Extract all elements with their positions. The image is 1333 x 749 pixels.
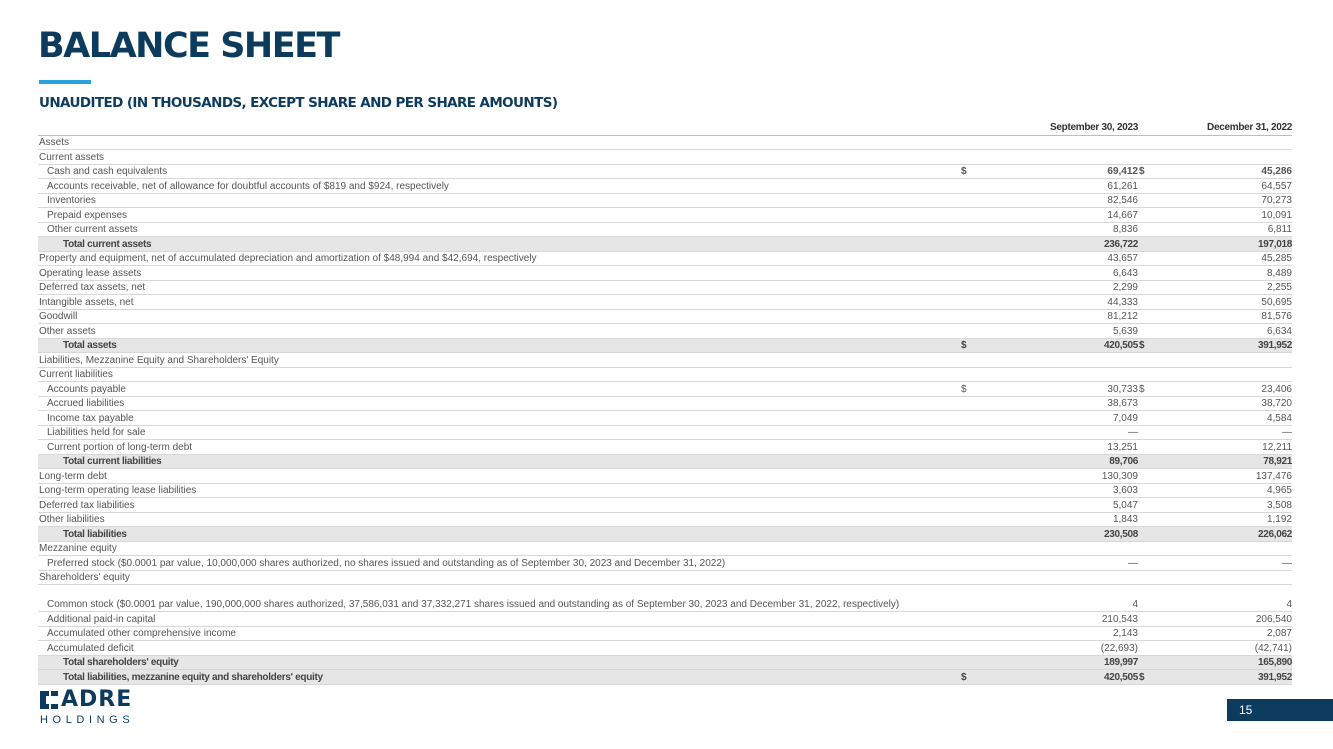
row-label: Operating lease assets xyxy=(38,266,960,281)
table-row xyxy=(38,309,1292,324)
row-label: Accumulated deficit xyxy=(38,641,960,656)
dollar-sign-2023 xyxy=(960,498,1026,513)
value-dec-2022: 45,285 xyxy=(1204,251,1292,266)
dollar-sign-2023 xyxy=(960,135,1026,150)
value-dec-2022: 1,192 xyxy=(1204,512,1292,527)
value-dec-2022: 6,811 xyxy=(1204,222,1292,237)
value-dec-2022: 6,634 xyxy=(1204,324,1292,339)
dollar-sign-2022 xyxy=(1138,324,1204,339)
table-row xyxy=(38,498,1292,513)
column-header-dec-2022: December 31, 2022 xyxy=(1138,120,1292,135)
value-dec-2022: 2,087 xyxy=(1204,626,1292,641)
dollar-sign-2023 xyxy=(960,324,1026,339)
dollar-sign-2023 xyxy=(960,512,1026,527)
value-sep-2023 xyxy=(1026,570,1138,585)
value-sep-2023: 38,673 xyxy=(1026,396,1138,411)
value-sep-2023: 236,722 xyxy=(1026,237,1138,252)
value-dec-2022: 81,576 xyxy=(1204,309,1292,324)
dollar-sign-2022 xyxy=(1138,512,1204,527)
dollar-sign-2022 xyxy=(1138,222,1204,237)
table-row xyxy=(38,150,1292,165)
dollar-sign-2022 xyxy=(1138,425,1204,440)
value-dec-2022: 64,557 xyxy=(1204,179,1292,194)
row-label: Long-term operating lease liabilities xyxy=(38,483,960,498)
value-sep-2023: 4 xyxy=(1026,585,1138,612)
value-sep-2023: 81,212 xyxy=(1026,309,1138,324)
dollar-sign-2023: $ xyxy=(960,670,1026,685)
row-label: Assets xyxy=(38,135,960,150)
dollar-sign-2023 xyxy=(960,367,1026,382)
dollar-sign-2022 xyxy=(1138,150,1204,165)
value-dec-2022: — xyxy=(1204,425,1292,440)
row-label: Intangible assets, net xyxy=(38,295,960,310)
row-label: Current portion of long-term debt xyxy=(38,440,960,455)
value-sep-2023: 14,667 xyxy=(1026,208,1138,223)
row-label: Total shareholders' equity xyxy=(38,655,960,670)
value-dec-2022: — xyxy=(1204,556,1292,571)
table-row xyxy=(38,280,1292,295)
logo-wordmark: ADRE xyxy=(61,687,133,712)
dollar-sign-2023 xyxy=(960,237,1026,252)
row-label: Total current liabilities xyxy=(38,454,960,469)
value-sep-2023 xyxy=(1026,353,1138,368)
cadre-holdings-logo xyxy=(40,689,150,727)
table-row xyxy=(38,208,1292,223)
value-dec-2022: 137,476 xyxy=(1204,469,1292,484)
value-dec-2022: 78,921 xyxy=(1204,454,1292,469)
dollar-sign-2022 xyxy=(1138,454,1204,469)
value-sep-2023: 2,299 xyxy=(1026,280,1138,295)
table-row xyxy=(38,382,1292,397)
table-row xyxy=(38,425,1292,440)
dollar-sign-2023 xyxy=(960,454,1026,469)
row-label: Accounts payable xyxy=(38,382,960,397)
value-sep-2023 xyxy=(1026,135,1138,150)
dollar-sign-2022 xyxy=(1138,570,1204,585)
dollar-sign-2023: $ xyxy=(960,382,1026,397)
dollar-sign-2022 xyxy=(1138,585,1204,612)
dollar-sign-2023 xyxy=(960,295,1026,310)
balance-sheet-body xyxy=(38,135,1292,684)
table-row xyxy=(38,251,1292,266)
dollar-sign-2023: $ xyxy=(960,164,1026,179)
dollar-sign-2022 xyxy=(1138,295,1204,310)
row-label: Current assets xyxy=(38,150,960,165)
total-row xyxy=(38,454,1292,469)
value-sep-2023: 43,657 xyxy=(1026,251,1138,266)
table-row xyxy=(38,440,1292,455)
value-dec-2022: 226,062 xyxy=(1204,527,1292,542)
total-row xyxy=(38,527,1292,542)
value-sep-2023: 61,261 xyxy=(1026,179,1138,194)
value-dec-2022: 4,965 xyxy=(1204,483,1292,498)
value-dec-2022: 45,286 xyxy=(1204,164,1292,179)
row-label: Total liabilities, mezzanine equity and shareholders' equity xyxy=(38,670,960,685)
row-label: Property and equipment, net of accumulated depreciation and amortization of $48,994 and $42,694, respectively xyxy=(38,251,960,266)
row-label: Inventories xyxy=(38,193,960,208)
value-dec-2022: 10,091 xyxy=(1204,208,1292,223)
value-dec-2022 xyxy=(1204,367,1292,382)
dollar-sign-2022 xyxy=(1138,541,1204,556)
dollar-sign-2022 xyxy=(1138,135,1204,150)
row-label: Liabilities, Mezzanine Equity and Shareholders' Equity xyxy=(38,353,960,368)
value-dec-2022: 8,489 xyxy=(1204,266,1292,281)
dollar-sign-2022 xyxy=(1138,367,1204,382)
value-sep-2023: — xyxy=(1026,556,1138,571)
value-sep-2023: 89,706 xyxy=(1026,454,1138,469)
row-label: Goodwill xyxy=(38,309,960,324)
dollar-sign-2022 xyxy=(1138,237,1204,252)
page-title: BALANCE SHEET xyxy=(38,26,339,66)
dollar-sign-2022 xyxy=(1138,440,1204,455)
value-sep-2023: 2,143 xyxy=(1026,626,1138,641)
value-dec-2022: 3,508 xyxy=(1204,498,1292,513)
table-row xyxy=(38,541,1292,556)
table-row xyxy=(38,324,1292,339)
value-sep-2023: 210,543 xyxy=(1026,612,1138,627)
value-dec-2022: 206,540 xyxy=(1204,612,1292,627)
row-label: Additional paid-in capital xyxy=(38,612,960,627)
value-sep-2023: (22,693) xyxy=(1026,641,1138,656)
dollar-sign-2023 xyxy=(960,440,1026,455)
row-label: Shareholders' equity xyxy=(38,570,960,585)
page-number: 15 xyxy=(1227,699,1333,721)
value-dec-2022: 23,406 xyxy=(1204,382,1292,397)
dollar-sign-2023 xyxy=(960,483,1026,498)
dollar-sign-2022 xyxy=(1138,556,1204,571)
table-row xyxy=(38,222,1292,237)
page-subtitle: UNAUDITED (IN THOUSANDS, EXCEPT SHARE AND PER SHARE AMOUNTS) xyxy=(39,95,558,111)
value-sep-2023: 420,505 xyxy=(1026,338,1138,353)
dollar-sign-2023 xyxy=(960,556,1026,571)
row-label: Income tax payable xyxy=(38,411,960,426)
row-label: Preferred stock ($0.0001 par value, 10,000,000 shares authorized, no shares issued and outstanding as of September 30, 2023 and December 31, 2022) xyxy=(38,556,960,571)
table-row xyxy=(38,483,1292,498)
row-label: Cash and cash equivalents xyxy=(38,164,960,179)
value-sep-2023: 130,309 xyxy=(1026,469,1138,484)
dollar-sign-2023 xyxy=(960,266,1026,281)
dollar-sign-2022 xyxy=(1138,193,1204,208)
dollar-sign-2022: $ xyxy=(1138,338,1204,353)
dollar-sign-2022 xyxy=(1138,626,1204,641)
value-dec-2022: 2,255 xyxy=(1204,280,1292,295)
dollar-sign-2022: $ xyxy=(1138,670,1204,685)
cadre-c-logo-icon xyxy=(40,691,60,709)
table-row xyxy=(38,179,1292,194)
dollar-sign-2022 xyxy=(1138,280,1204,295)
value-sep-2023 xyxy=(1026,541,1138,556)
table-row xyxy=(38,295,1292,310)
table-row xyxy=(38,135,1292,150)
dollar-sign-2022 xyxy=(1138,655,1204,670)
value-dec-2022: 38,720 xyxy=(1204,396,1292,411)
dollar-sign-2022 xyxy=(1138,309,1204,324)
row-label: Prepaid expenses xyxy=(38,208,960,223)
table-row xyxy=(38,266,1292,281)
dollar-sign-2023 xyxy=(960,280,1026,295)
value-dec-2022 xyxy=(1204,353,1292,368)
dollar-sign-2022: $ xyxy=(1138,382,1204,397)
title-accent-bar xyxy=(39,80,91,84)
row-label: Total liabilities xyxy=(38,527,960,542)
value-sep-2023: 6,643 xyxy=(1026,266,1138,281)
row-label: Other current assets xyxy=(38,222,960,237)
value-sep-2023: 8,836 xyxy=(1026,222,1138,237)
column-header-sep-2023: September 30, 2023 xyxy=(960,120,1138,135)
value-sep-2023 xyxy=(1026,367,1138,382)
dollar-sign-2023 xyxy=(960,570,1026,585)
value-dec-2022: 4 xyxy=(1204,585,1292,612)
value-sep-2023: 230,508 xyxy=(1026,527,1138,542)
balance-sheet-table xyxy=(38,120,1292,685)
value-dec-2022: 391,952 xyxy=(1204,670,1292,685)
value-sep-2023: 5,639 xyxy=(1026,324,1138,339)
value-sep-2023: — xyxy=(1026,425,1138,440)
table-row xyxy=(38,556,1292,571)
value-dec-2022 xyxy=(1204,570,1292,585)
dollar-sign-2023 xyxy=(960,309,1026,324)
dollar-sign-2023 xyxy=(960,179,1026,194)
row-label: Total assets xyxy=(38,338,960,353)
row-label: Current liabilities xyxy=(38,367,960,382)
dollar-sign-2022 xyxy=(1138,527,1204,542)
table-row xyxy=(38,585,1292,612)
dollar-sign-2023 xyxy=(960,655,1026,670)
value-dec-2022: (42,741) xyxy=(1204,641,1292,656)
table-header-row xyxy=(38,120,1292,135)
dollar-sign-2023 xyxy=(960,353,1026,368)
dollar-sign-2023 xyxy=(960,626,1026,641)
dollar-sign-2023 xyxy=(960,641,1026,656)
dollar-sign-2023 xyxy=(960,251,1026,266)
value-sep-2023: 1,843 xyxy=(1026,512,1138,527)
row-label: Deferred tax liabilities xyxy=(38,498,960,513)
table-row xyxy=(38,570,1292,585)
dollar-sign-2022 xyxy=(1138,483,1204,498)
dollar-sign-2023 xyxy=(960,222,1026,237)
dollar-sign-2022 xyxy=(1138,411,1204,426)
total-row xyxy=(38,338,1292,353)
value-sep-2023: 5,047 xyxy=(1026,498,1138,513)
table-row xyxy=(38,353,1292,368)
row-label: Accrued liabilities xyxy=(38,396,960,411)
value-sep-2023: 7,049 xyxy=(1026,411,1138,426)
value-dec-2022: 197,018 xyxy=(1204,237,1292,252)
value-dec-2022 xyxy=(1204,150,1292,165)
table-row xyxy=(38,396,1292,411)
value-dec-2022 xyxy=(1204,541,1292,556)
header-label-cell xyxy=(38,120,960,135)
dollar-sign-2022 xyxy=(1138,208,1204,223)
dollar-sign-2023 xyxy=(960,469,1026,484)
dollar-sign-2023 xyxy=(960,425,1026,440)
dollar-sign-2023 xyxy=(960,585,1026,612)
value-sep-2023: 13,251 xyxy=(1026,440,1138,455)
dollar-sign-2023 xyxy=(960,411,1026,426)
value-dec-2022: 391,952 xyxy=(1204,338,1292,353)
row-label: Other assets xyxy=(38,324,960,339)
value-sep-2023: 420,505 xyxy=(1026,670,1138,685)
dollar-sign-2023 xyxy=(960,150,1026,165)
dollar-sign-2022 xyxy=(1138,266,1204,281)
value-sep-2023: 69,412 xyxy=(1026,164,1138,179)
value-dec-2022: 165,890 xyxy=(1204,655,1292,670)
table-row xyxy=(38,367,1292,382)
value-dec-2022: 12,211 xyxy=(1204,440,1292,455)
row-label: Long-term debt xyxy=(38,469,960,484)
dollar-sign-2022 xyxy=(1138,179,1204,194)
value-sep-2023: 189,997 xyxy=(1026,655,1138,670)
table-row xyxy=(38,193,1292,208)
row-label: Total current assets xyxy=(38,237,960,252)
value-dec-2022: 4,584 xyxy=(1204,411,1292,426)
dollar-sign-2022 xyxy=(1138,353,1204,368)
value-sep-2023 xyxy=(1026,150,1138,165)
dollar-sign-2022 xyxy=(1138,498,1204,513)
row-label: Other liabilities xyxy=(38,512,960,527)
total-row xyxy=(38,655,1292,670)
row-label: Mezzanine equity xyxy=(38,541,960,556)
dollar-sign-2023: $ xyxy=(960,338,1026,353)
table-row xyxy=(38,612,1292,627)
dollar-sign-2022 xyxy=(1138,641,1204,656)
value-dec-2022 xyxy=(1204,135,1292,150)
dollar-sign-2022: $ xyxy=(1138,164,1204,179)
total-row xyxy=(38,670,1292,685)
table-row xyxy=(38,411,1292,426)
dollar-sign-2023 xyxy=(960,193,1026,208)
dollar-sign-2022 xyxy=(1138,612,1204,627)
dollar-sign-2023 xyxy=(960,208,1026,223)
row-label: Liabilities held for sale xyxy=(38,425,960,440)
dollar-sign-2023 xyxy=(960,612,1026,627)
row-label: Accumulated other comprehensive income xyxy=(38,626,960,641)
row-label: Accounts receivable, net of allowance for doubtful accounts of $819 and $924, respectively xyxy=(38,179,960,194)
value-sep-2023: 82,546 xyxy=(1026,193,1138,208)
table-row xyxy=(38,512,1292,527)
value-dec-2022: 50,695 xyxy=(1204,295,1292,310)
table-row xyxy=(38,164,1292,179)
value-sep-2023: 44,333 xyxy=(1026,295,1138,310)
row-label: Common stock ($0.0001 par value, 190,000,000 shares authorized, 37,586,031 and 37,332,271 shares issued and outstanding as of September 30, 2023 and December 31, 2022, respectively) xyxy=(38,585,960,612)
logo-subtext: HOLDINGS xyxy=(40,714,135,726)
value-sep-2023: 30,733 xyxy=(1026,382,1138,397)
row-label: Deferred tax assets, net xyxy=(38,280,960,295)
dollar-sign-2022 xyxy=(1138,396,1204,411)
dollar-sign-2022 xyxy=(1138,251,1204,266)
value-sep-2023: 3,603 xyxy=(1026,483,1138,498)
dollar-sign-2023 xyxy=(960,541,1026,556)
total-row xyxy=(38,237,1292,252)
dollar-sign-2023 xyxy=(960,396,1026,411)
table-row xyxy=(38,469,1292,484)
dollar-sign-2023 xyxy=(960,527,1026,542)
value-dec-2022: 70,273 xyxy=(1204,193,1292,208)
table-row xyxy=(38,626,1292,641)
table-row xyxy=(38,641,1292,656)
dollar-sign-2022 xyxy=(1138,469,1204,484)
